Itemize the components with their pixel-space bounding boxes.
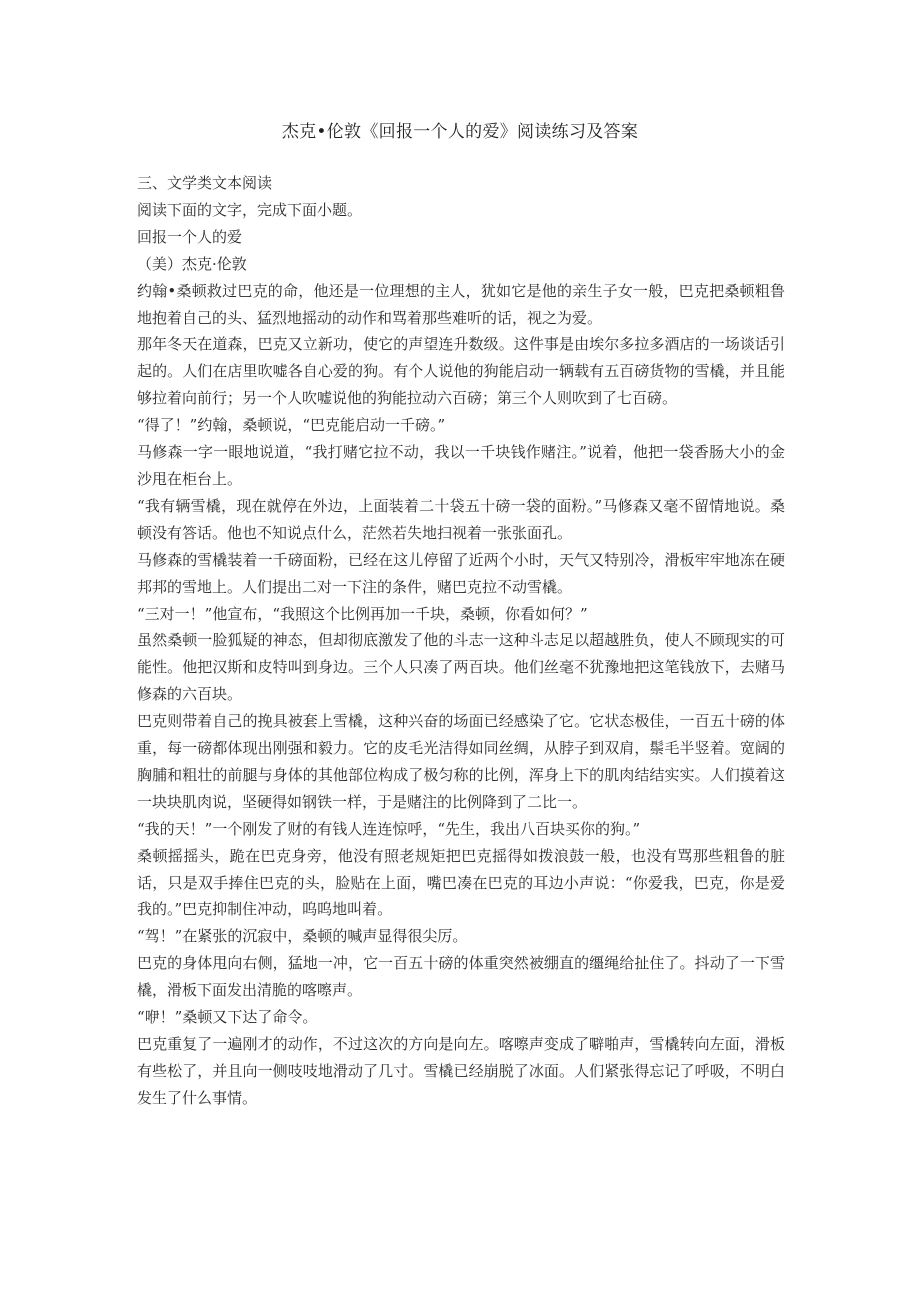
paragraph: “得了！”约翰，桑顿说，“巴克能启动一千磅。”	[137, 416, 446, 435]
paragraph: “我的天！”一个刚发了财的有钱人连连惊呼，“先生，我出八百块买你的狗。”	[137, 819, 641, 838]
paragraph: 巴克的身体甩向右侧，猛地一冲，它一百五十磅的体重突然被绷直的缰绳给扯住了。抖动了一下雪橇，滑板下面发出清脆的喀嚓声。	[137, 954, 785, 1000]
document-title: 杰克•伦敦《回报一个人的爱》阅读练习及答案	[281, 122, 639, 142]
paragraph: 虽然桑顿一脸狐疑的神态，但却彻底激发了他的斗志一这种斗志足以超越胜负，使人不顾现实的可能性。他把汉斯和皮特叫到身边。三个人只凑了两百块。他们丝毫不犹豫地把这笔钱放下，去赌马修森的六百块。	[137, 631, 785, 704]
paragraph: “咿！”桑顿又下达了命令。	[137, 1008, 318, 1027]
document-body	[137, 170, 785, 1112]
section-heading: 三、文学类文本阅读	[137, 174, 273, 192]
paragraph: 巴克重复了一遍刚才的动作，不过这次的方向是向左。喀嚓声变成了噼啪声，雪橇转向左面，滑板有些松了，并且向一侧吱吱地滑动了几寸。雪橇已经崩脱了冰面。人们紧张得忘记了呼吸，不明白发生了什么事情。	[137, 1035, 785, 1107]
paragraph: 桑顿摇摇头，跪在巴克身旁，他没有照老规矩把巴克摇得如拨浪鼓一般，也没有骂那些粗鲁的脏话，只是双手捧住巴克的头，脸贴在上面，嘴巴凑在巴克的耳边小声说：“你爱我，巴克，你是爱我的。”巴克抑制住冲动，呜呜地叫着。	[137, 846, 785, 919]
paragraph: 巴克则带着自己的挽具被套上雪橇，这种兴奋的场面已经感染了它。它状态极佳，一百五十磅的体重，每一磅都体现出刚强和毅力。它的皮毛光洁得如同丝绸，从脖子到双肩，鬃毛半竖着。宽阔的胸脯和粗壮的前腿与身体的其他部位构成了极匀称的比例，浑身上下的肌肉结结实实。人们摸着这一块块肌肉说，坚硬得如钢铁一样，于是赌注的比例降到了二比一。	[137, 712, 785, 811]
paragraph: “三对一！”他宣布，“我照这个比例再加一千块，桑顿，你看如何？”	[137, 604, 588, 623]
paragraph: 那年冬天在道森，巴克又立新功，使它的声望连升数级。这件事是由埃尔多拉多酒店的一场谈话引起的。人们在店里吹嘘各自心爱的狗。有个人说他的狗能启动一辆载有五百磅货物的雪橇，并且能够拉着向前行；另一个人吹嘘说他的狗能拉动六百磅；第三个人则吹到了七百磅。	[137, 335, 785, 408]
paragraph: 马修森的雪橇装着一千磅面粉，已经在这儿停留了近两个小时，天气又特别冷，滑板牢牢地冻在硬邦邦的雪地上。人们提出二对一下注的条件，赌巴克拉不动雪橇。	[137, 550, 785, 596]
story-title: 回报一个人的爱	[137, 227, 243, 246]
instruction-text: 阅读下面的文字，完成下面小题。	[137, 200, 363, 219]
story-author: （美）杰克·伦敦	[137, 254, 247, 273]
paragraph: “驾！”在紧张的沉寂中，桑顿的喊声显得很尖厉。	[137, 927, 468, 946]
paragraph: 约翰•桑顿救过巴克的命，他还是一位理想的主人，犹如它是他的亲生子女一般，巴克把桑顿粗鲁地抱着自己的头、猛烈地摇动的动作和骂着那些难听的话，视之为爱。	[137, 281, 785, 327]
paragraph: “我有辆雪橇，现在就停在外边，上面装着二十袋五十磅一袋的面粉。”马修森又毫不留情地说。桑顿没有答话。他也不知说点什么，茫然若失地扫视着一张张面孔。	[137, 496, 785, 542]
paragraph: 马修森一字一眼地说道，“我打赌它拉不动，我以一千块钱作赌注。”说着，他把一袋香肠大小的金沙甩在柜台上。	[137, 443, 785, 488]
